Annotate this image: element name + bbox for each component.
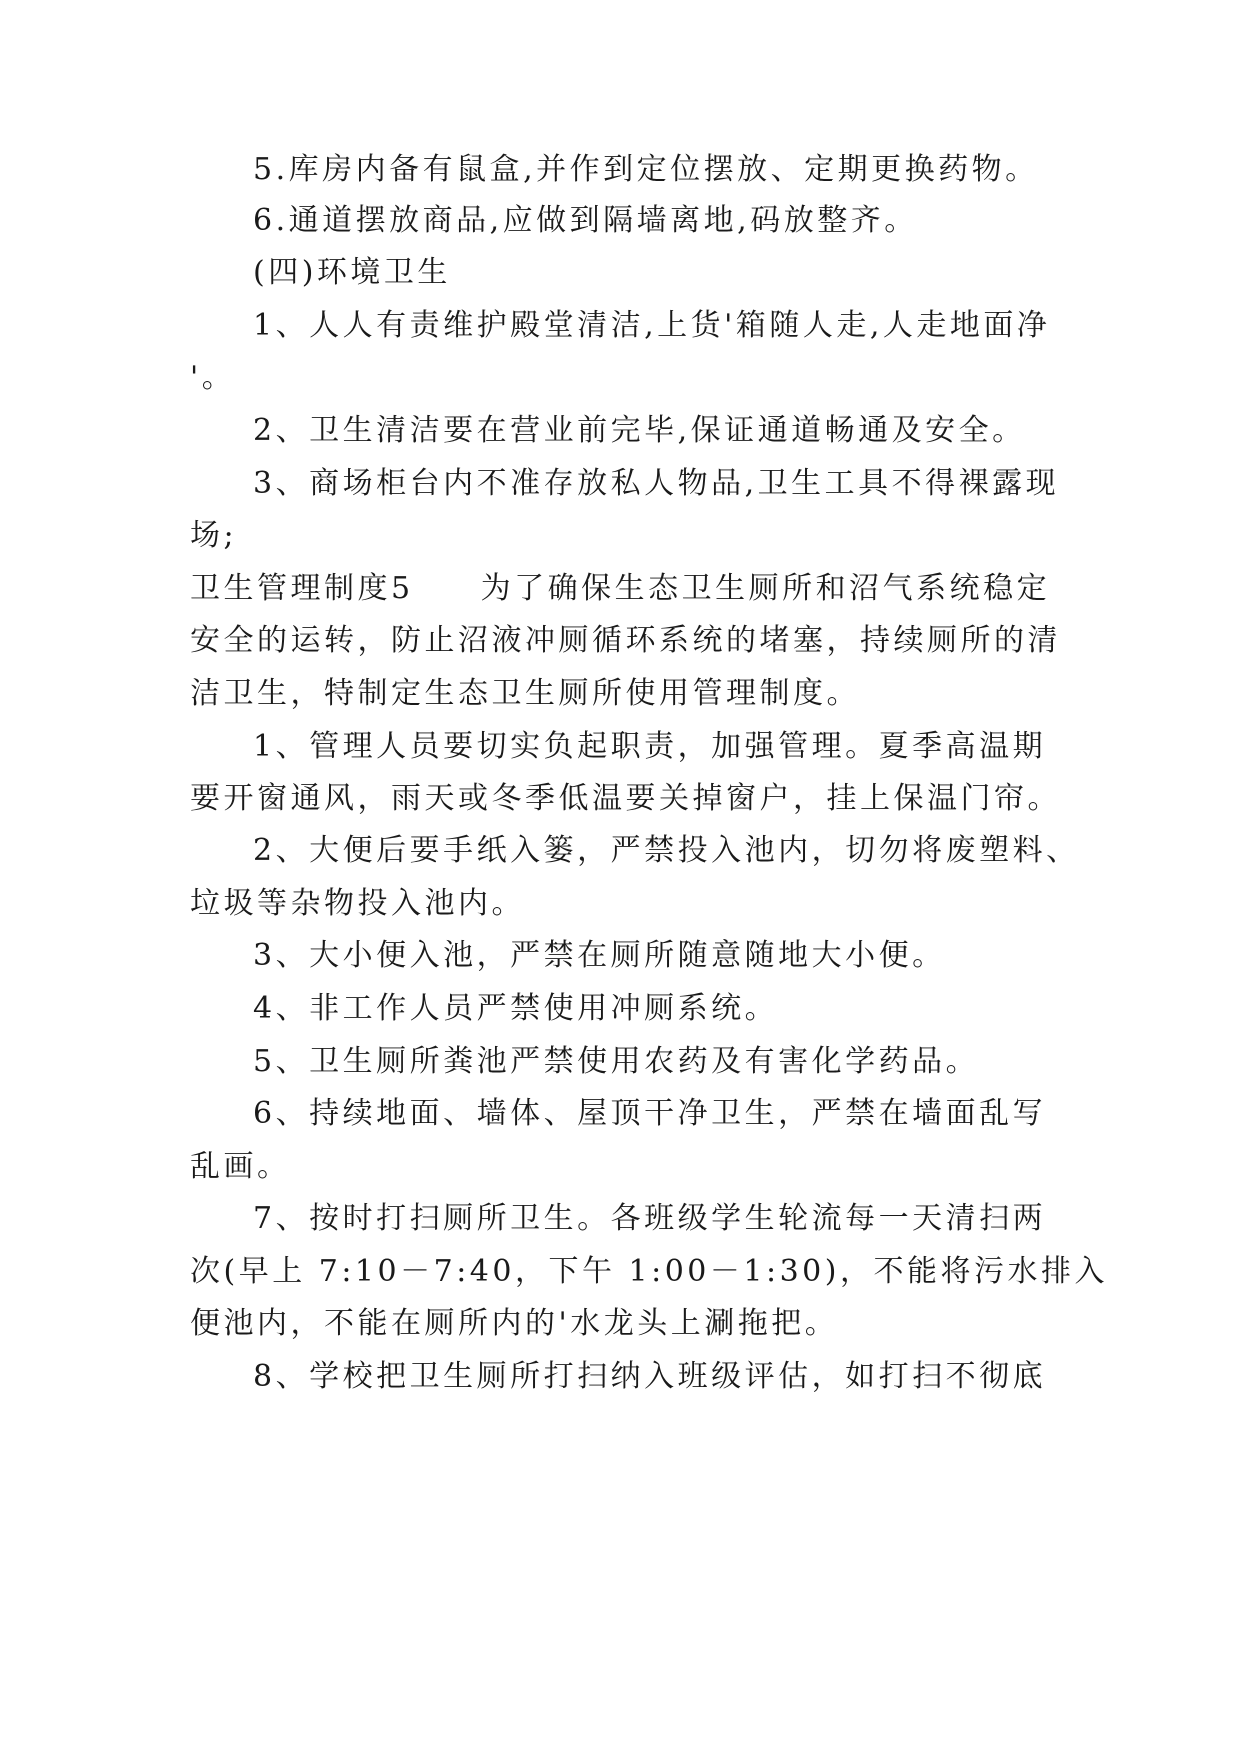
text-line-13: 要开窗通风，雨天或冬季低温要关掉窗户，挂上保温门帘。 <box>190 781 1061 816</box>
text-line-24: 8、学校把卫生厕所打扫纳入班级评估，如打扫不彻底 <box>253 1359 1047 1394</box>
text-line-11: 洁卫生，特制定生态卫生厕所使用管理制度。 <box>190 676 860 711</box>
text-line-18: 5、卫生厕所粪池严禁使用农药及有害化学药品。 <box>253 1044 980 1079</box>
text-line-15: 垃圾等杂物投入池内。 <box>190 886 525 921</box>
text-line-23: 便池内，不能在厕所内的'水龙头上涮拖把。 <box>190 1306 839 1341</box>
text-line-21: 7、按时打扫厕所卫生。各班级学生轮流每一天清扫两 <box>253 1201 1047 1236</box>
text-line-12: 1、管理人员要切实负起职责，加强管理。夏季高温期 <box>253 729 1047 764</box>
text-line-5: '。 <box>190 360 236 395</box>
text-line-8: 场; <box>190 518 238 553</box>
text-line-6: 2、卫生清洁要在营业前完毕,保证通道畅通及安全。 <box>253 413 1026 448</box>
text-line-2: 6.通道摆放商品,应做到隔墙离地,码放整齐。 <box>253 203 918 238</box>
text-line-1: 5.库房内备有鼠盒,并作到定位摆放、定期更换药物。 <box>253 152 1039 187</box>
text-line-4: 1、人人有责维护殿堂清洁,上货'箱随人走,人走地面净 <box>253 308 1051 343</box>
section-heading: (四)环境卫生 <box>253 255 451 290</box>
text-line-9: 卫生管理制度5 为了确保生态卫生厕所和沼气系统稳定 <box>190 571 1051 606</box>
text-line-17: 4、非工作人员严禁使用冲厕系统。 <box>253 991 779 1026</box>
text-line-16: 3、大小便入池，严禁在厕所随意随地大小便。 <box>253 938 946 973</box>
text-line-22: 次(早上 7:10－7:40，下午 1:00－1:30)，不能将污水排入 <box>190 1254 1108 1289</box>
text-line-20: 乱画。 <box>190 1149 291 1184</box>
text-line-10: 安全的运转，防止沼液冲厕循环系统的堵塞，持续厕所的清 <box>190 623 1061 658</box>
text-line-14: 2、大便后要手纸入篓，严禁投入池内，切勿将废塑料、 <box>253 833 1080 868</box>
text-line-19: 6、持续地面、墙体、屋顶干净卫生，严禁在墙面乱写 <box>253 1096 1047 1131</box>
text-line-7: 3、商场柜台内不准存放私人物品,卫生工具不得裸露现 <box>253 466 1060 501</box>
